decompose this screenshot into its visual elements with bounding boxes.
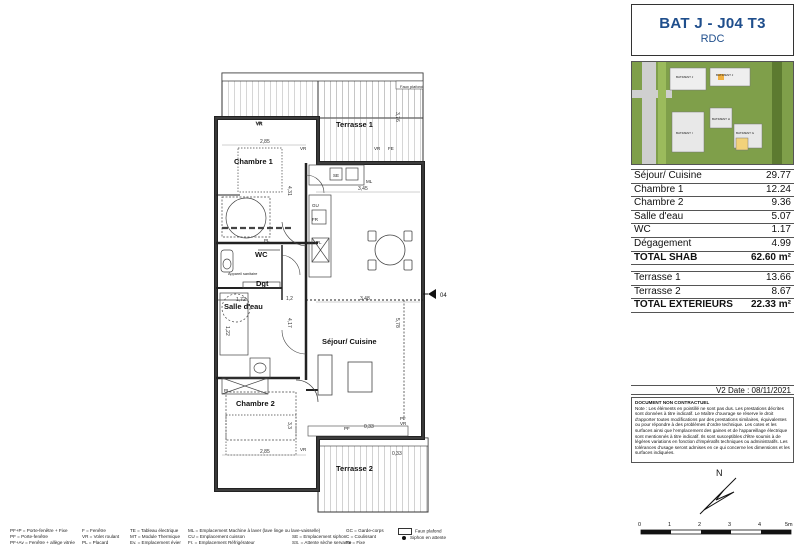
dim-terrasse2-edge: 0,33 bbox=[392, 451, 402, 457]
site-bldg-j-2: BATIMENT J bbox=[716, 73, 734, 77]
label-fr: FR bbox=[312, 217, 318, 222]
scale-tick-5: 5m bbox=[785, 522, 793, 528]
site-bldg-j-1: BATIMENT J bbox=[676, 75, 694, 79]
room-label-chambre-2: Chambre 2 bbox=[236, 399, 275, 408]
legend-col-2: F = Fenêtre VR = Volet roulant PL = Placard bbox=[82, 528, 120, 546]
dim-sejour-height: 5,78 bbox=[394, 318, 400, 328]
legend-col-4: ML = Emplacement Machine à laver (lave linge ou lave-vaisselle) CU = Emplacement cuisson Fr. = Emplacement Réfrigérateur bbox=[188, 528, 321, 546]
site-bldg-g: BATIMENT G bbox=[736, 131, 755, 135]
surface-row: Chambre 2 9.36 bbox=[631, 197, 794, 211]
surfaces-table bbox=[631, 169, 794, 313]
faux-plafond-swatch bbox=[398, 528, 412, 535]
scale-tick-4: 4 bbox=[758, 522, 762, 528]
label-appareil: Appareil sanitaire bbox=[228, 272, 258, 276]
legend-col-3: TE = Tableau électrique MT = Module Thermique Ev. = Emplacement évier bbox=[130, 528, 181, 546]
exterior-row: Terrasse 1 13.66 bbox=[631, 272, 794, 286]
label-vr-chambre2: VR bbox=[300, 447, 307, 452]
lot-title: BAT J - J04 T3 bbox=[659, 15, 766, 32]
title-box bbox=[631, 4, 794, 56]
dim-chambre2-width: 2,85 bbox=[260, 449, 270, 455]
level-label: RDC bbox=[700, 33, 725, 45]
scale-tick-0: 0 bbox=[638, 522, 642, 528]
site-map-drawing bbox=[632, 62, 794, 165]
siphon-symbol bbox=[402, 536, 406, 540]
svg-text:VR: VR bbox=[256, 121, 263, 126]
label-pl-chambre2: PL bbox=[224, 388, 230, 393]
scale-tick-2: 2 bbox=[698, 522, 702, 528]
dim-terrasse1-depth: 3,76 bbox=[394, 112, 400, 122]
legend-col-7: Faux plafond Siphon en attente bbox=[398, 528, 446, 541]
dim-dgt-height: 4,17 bbox=[286, 318, 292, 328]
exterior-row: Terrasse 2 8.67 bbox=[631, 286, 794, 300]
scale-tick-3: 3 bbox=[728, 522, 732, 528]
dim-dgt-width: 1,2 bbox=[286, 296, 293, 302]
legend-col-1: PF+P = Porte-fenêtre + Fixe PF = Porte-fenêtre PF+Av = Fenêtre + allège vitrée bbox=[10, 528, 75, 546]
label-vr-chambre1: VR bbox=[300, 146, 307, 151]
dim-sejour-width: 3,48 bbox=[360, 296, 370, 302]
total-ext-row: TOTAL EXTERIEURS 22.33 m² bbox=[631, 299, 794, 313]
room-label-chambre-1: Chambre 1 bbox=[234, 157, 273, 166]
dim-chambre2-height: 3,3 bbox=[286, 422, 292, 429]
room-label-sejour: Séjour/ Cuisine bbox=[322, 337, 377, 346]
version-date: V2 Date : 08/11/2021 bbox=[631, 385, 794, 395]
table-spacer bbox=[631, 265, 794, 272]
dim-sejour-width-top: 3,45 bbox=[358, 186, 368, 192]
site-bldg-h: BATIMENT H bbox=[712, 117, 730, 121]
total-shab-row: TOTAL SHAB 62.60 m² bbox=[631, 252, 794, 266]
surface-row: Dégagement 4.99 bbox=[631, 238, 794, 252]
scale-bar bbox=[638, 522, 793, 534]
label-vr-terrasse1: VR bbox=[374, 146, 381, 151]
label-pf-sejour: PF bbox=[400, 416, 406, 421]
dim-salle-eau-height: 1,22 bbox=[224, 326, 230, 336]
room-label-dgt: Dgt bbox=[256, 279, 269, 288]
room-label-wc: WC bbox=[255, 250, 268, 259]
dim-chambre1-width: 2,85 bbox=[260, 139, 270, 145]
north-arrow-map bbox=[700, 468, 736, 514]
room-label-salle-eau: Salle d'eau bbox=[224, 302, 263, 311]
site-bldg-i: BATIMENT I bbox=[676, 131, 693, 135]
section-marker bbox=[423, 289, 447, 299]
dim-terrasse2-offset: 0,33 bbox=[364, 424, 374, 430]
north-label: N bbox=[716, 468, 723, 478]
surface-row: Salle d'eau 5.07 bbox=[631, 211, 794, 225]
label-pl-chambre1: PL bbox=[264, 238, 270, 243]
dim-salle-eau-width: 1,72 bbox=[236, 297, 246, 303]
disclaimer-notice bbox=[631, 397, 794, 463]
label-fe: FE bbox=[388, 146, 394, 151]
label-gu: GU bbox=[312, 203, 319, 208]
marker-label: 04 bbox=[440, 293, 447, 299]
legend-col-5: SE = Emplacement siphon SS. = Attente sèche servante bbox=[292, 534, 352, 546]
dim-chambre1-height: 4,31 bbox=[286, 186, 292, 196]
label-pf-terrasse2: PF bbox=[344, 426, 350, 431]
label-ml: ML bbox=[366, 179, 373, 184]
scale-tick-1: 1 bbox=[668, 522, 672, 528]
room-label-terrasse-1: Terrasse 1 bbox=[336, 120, 373, 129]
label-pl-kitchen: PL bbox=[316, 240, 322, 245]
label-se: SE bbox=[333, 173, 340, 178]
surface-row: Séjour/ Cuisine 29.77 bbox=[631, 169, 794, 184]
room-label-terrasse-2: Terrasse 2 bbox=[336, 464, 373, 473]
label-vr-sejour: VR bbox=[400, 421, 407, 426]
surface-row: Chambre 1 12.24 bbox=[631, 184, 794, 198]
notice-body: Note : Les éléments en pointillé ne sont pas dus. Les prestations décrites sont données à titre indicatif. Le Maître d'ouvrage se réserve le droit d'apporter toutes modifications par des prestations similaires, équivalentes ou pour répondre à des problèmes d'ordre technique. Les cotes et les surfaces ainsi que l'emplacement des gaines et de l'appareillage électrique sont mentionnés à titre indicatif. Ils sont susceptibles d'être soumis à de légères variations en fonction d'impératifs techniques ou administratifs. Les tolérances d'usage seront admises en ce qui concerne les dimensions et les surfaces indiquées. bbox=[635, 405, 790, 456]
label-faux-plafond: Faux plafond bbox=[400, 84, 424, 89]
terrasse-2 bbox=[318, 438, 428, 512]
legend-col-6: GC = Garde-corps C = Coulissant Fx = Fixe bbox=[346, 528, 384, 546]
notice-title: DOCUMENT NON CONTRACTUEL bbox=[635, 400, 710, 405]
site-map bbox=[631, 61, 794, 165]
surface-row: WC 1.17 bbox=[631, 224, 794, 238]
